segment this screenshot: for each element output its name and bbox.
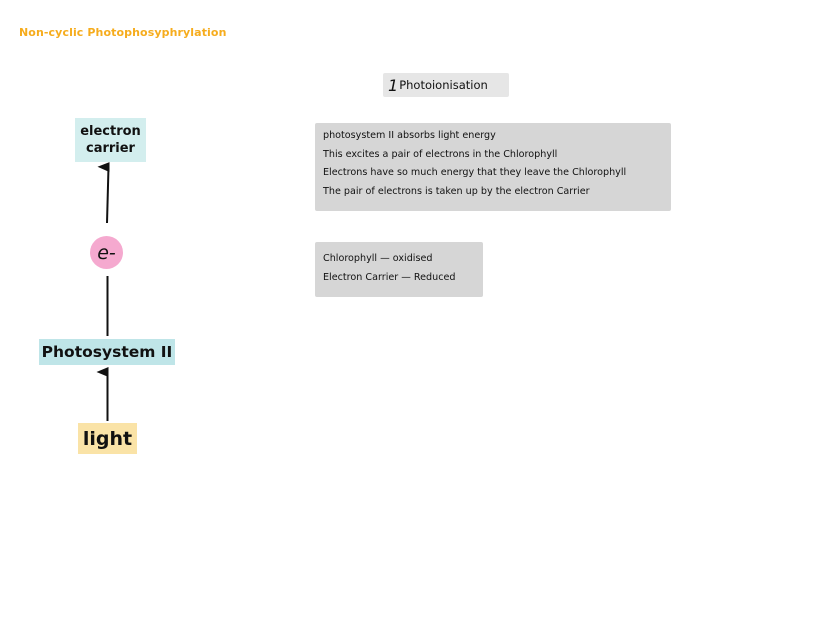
photosystem-box	[39, 339, 175, 365]
electron-carrier-box	[75, 118, 146, 162]
note-line: photosystem II absorbs light energy	[323, 130, 496, 141]
section-number: 1	[388, 75, 399, 95]
note-line: Electrons have so much energy that they leave the Chlorophyll	[323, 167, 627, 179]
note-line: This excites a pair of electrons in the Chlorophyll	[323, 148, 558, 160]
arrow-electron-to-carrier	[107, 167, 109, 223]
electron-label: e-	[97, 241, 116, 264]
light-box	[78, 423, 137, 454]
electron-carrier-label: electron	[80, 124, 141, 139]
section-label: Photoionisation	[399, 78, 488, 92]
electron-node	[90, 236, 123, 269]
note-line: Chlorophyll — oxidised	[323, 253, 433, 264]
page-title: Non-cyclic Photophosyphrylation	[19, 26, 227, 39]
photosystem-label: Photosystem II	[41, 343, 173, 361]
note-line: The pair of electrons is taken up by the electron Carrier	[323, 185, 590, 197]
note-line: Electron Carrier — Reduced	[323, 271, 456, 283]
light-label: light	[82, 427, 133, 450]
electron-carrier-label: carrier	[85, 141, 135, 156]
